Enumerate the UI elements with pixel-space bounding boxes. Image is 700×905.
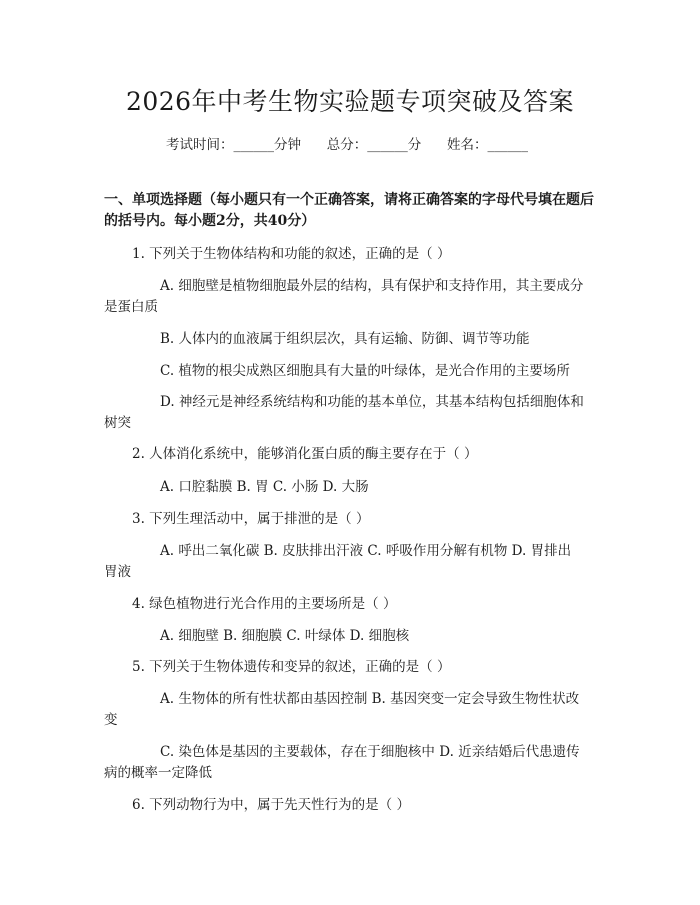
question-5-options-ab: A. 生物体的所有性状都由基因控制 B. 基因突变一定会导致生物性状改 xyxy=(160,691,580,707)
question-5-options-cd: C. 染色体是基因的主要载体，存在于细胞核中 D. 近亲结婚后代患遗传 xyxy=(160,744,580,760)
question-4-stem: 4. 绿色植物进行光合作用的主要场所是（ ） xyxy=(132,596,397,612)
question-1-option-d-cont: 树突 xyxy=(104,415,131,431)
question-1-option-b: B. 人体内的血液属于组织层次，具有运输、防御、调节等功能 xyxy=(160,331,530,347)
question-2-options: A. 口腔黏膜 B. 胃 C. 小肠 D. 大肠 xyxy=(160,479,369,495)
question-1-option-d: D. 神经元是神经系统结构和功能的基本单位，其基本结构包括细胞体和 xyxy=(160,394,584,410)
question-1-stem: 1. 下列关于生物体结构和功能的叙述，正确的是（ ） xyxy=(132,246,451,262)
question-4-options: A. 细胞壁 B. 细胞膜 C. 叶绿体 D. 细胞核 xyxy=(160,628,410,644)
question-3-options: A. 呼出二氧化碳 B. 皮肤排出汗液 C. 呼吸作用分解有机物 D. 胃排出 xyxy=(160,543,572,559)
question-3-stem: 3. 下列生理活动中，属于排泄的是（ ） xyxy=(132,511,370,527)
question-3-options-cont: 胃液 xyxy=(104,564,131,580)
question-1-option-a-cont: 是蛋白质 xyxy=(104,299,158,315)
page-title: 2026年中考生物实验题专项突破及答案 xyxy=(125,87,575,116)
section-heading-line1: 一、单项选择题（每小题只有一个正确答案，请将正确答案的字母代号填在题后 xyxy=(104,192,594,208)
question-5-options-ab-cont: 变 xyxy=(104,712,118,728)
question-6-stem: 6. 下列动物行为中，属于先天性行为的是（ ） xyxy=(132,797,410,813)
section-heading-line2: 的括号内。每小题2分，共40分） xyxy=(104,213,316,229)
exam-info-line: 考试时间：______分钟 总分：______分 姓名：______ xyxy=(166,137,528,153)
question-5-options-cd-cont: 病的概率一定降低 xyxy=(104,765,212,781)
question-1-option-a: A. 细胞壁是植物细胞最外层的结构，具有保护和支持作用，其主要成分 xyxy=(160,278,584,294)
question-5-stem: 5. 下列关于生物体遗传和变异的叙述，正确的是（ ） xyxy=(132,659,451,675)
question-2-stem: 2. 人体消化系统中，能够消化蛋白质的酶主要存在于（ ） xyxy=(132,446,478,462)
question-1-option-c: C. 植物的根尖成熟区细胞具有大量的叶绿体，是光合作用的主要场所 xyxy=(160,363,570,379)
